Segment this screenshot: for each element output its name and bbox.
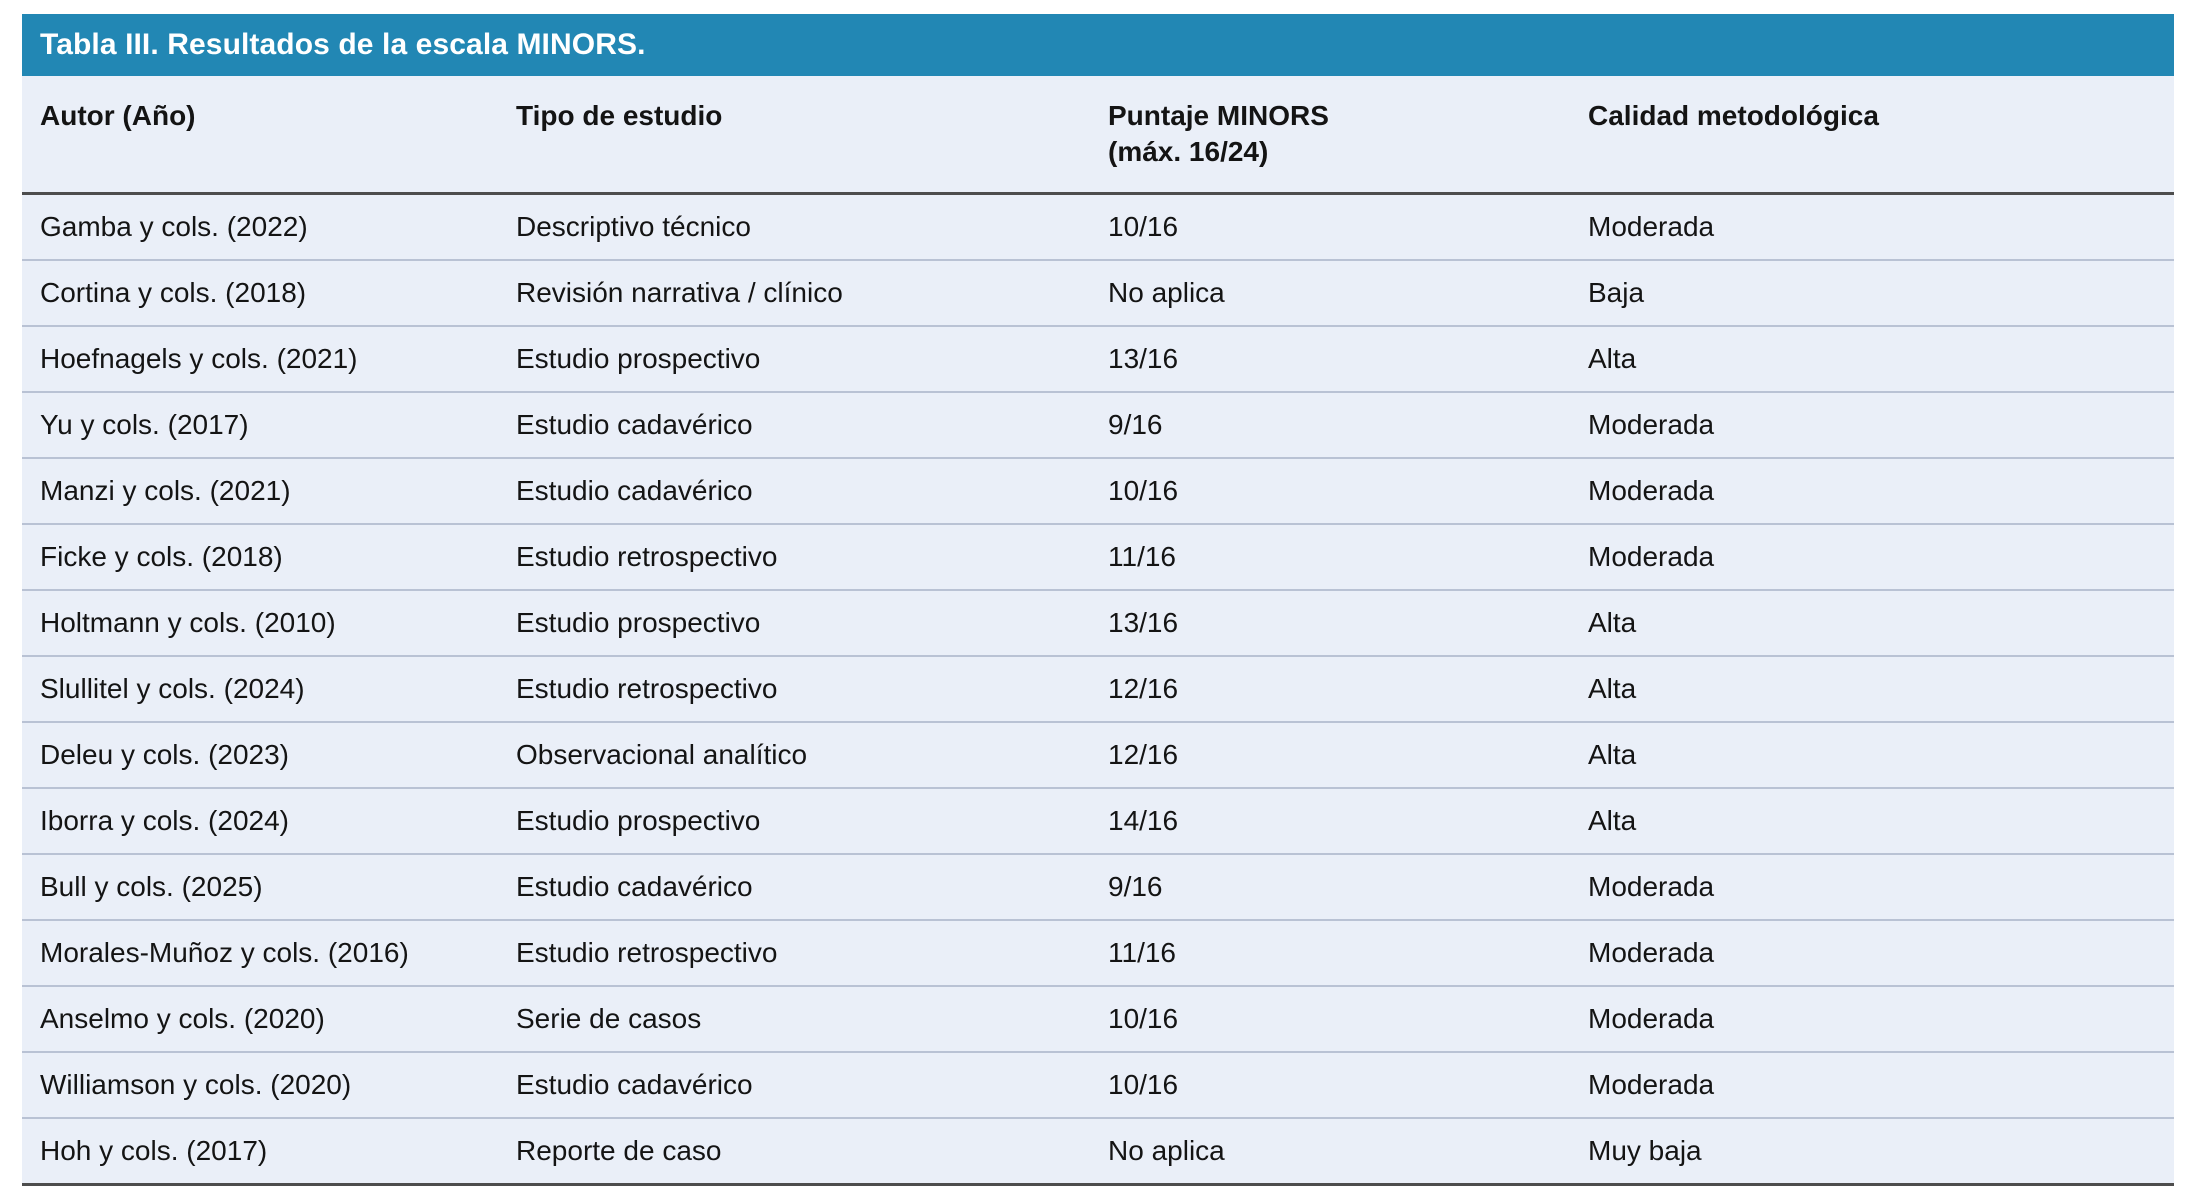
cell-puntaje: 13/16	[1108, 326, 1588, 392]
table-row	[22, 788, 2174, 854]
cell-calidad: Moderada	[1588, 524, 2174, 590]
cell-autor: Gamba y cols. (2022)	[22, 193, 516, 260]
table-row	[22, 524, 2174, 590]
table-row	[22, 326, 2174, 392]
cell-autor: Deleu y cols. (2023)	[22, 722, 516, 788]
cell-puntaje: 9/16	[1108, 392, 1588, 458]
table-row	[22, 1052, 2174, 1118]
table-caption: Tabla III. Resultados de la escala MINORS.	[22, 14, 2174, 76]
cell-calidad: Muy baja	[1588, 1118, 2174, 1185]
table-row	[22, 260, 2174, 326]
cell-tipo: Estudio cadavérico	[516, 458, 1108, 524]
column-header-puntaje-label: Puntaje MINORS	[1108, 100, 1329, 131]
cell-autor: Manzi y cols. (2021)	[22, 458, 516, 524]
cell-calidad: Alta	[1588, 722, 2174, 788]
cell-calidad: Moderada	[1588, 854, 2174, 920]
table-row	[22, 986, 2174, 1052]
cell-autor: Bull y cols. (2025)	[22, 854, 516, 920]
table-header	[22, 76, 2174, 193]
cell-autor: Iborra y cols. (2024)	[22, 788, 516, 854]
cell-puntaje: No aplica	[1108, 1118, 1588, 1185]
cell-calidad: Alta	[1588, 656, 2174, 722]
cell-puntaje: 11/16	[1108, 524, 1588, 590]
cell-tipo: Reporte de caso	[516, 1118, 1108, 1185]
table-row	[22, 722, 2174, 788]
cell-puntaje: 10/16	[1108, 193, 1588, 260]
table-row	[22, 920, 2174, 986]
cell-tipo: Estudio retrospectivo	[516, 524, 1108, 590]
cell-tipo: Serie de casos	[516, 986, 1108, 1052]
cell-puntaje: 10/16	[1108, 1052, 1588, 1118]
cell-calidad: Moderada	[1588, 1052, 2174, 1118]
table-row	[22, 392, 2174, 458]
table-row	[22, 590, 2174, 656]
cell-puntaje: 12/16	[1108, 656, 1588, 722]
table-body	[22, 193, 2174, 1184]
column-header-tipo	[516, 76, 1108, 193]
cell-puntaje: 9/16	[1108, 854, 1588, 920]
cell-calidad: Moderada	[1588, 392, 2174, 458]
cell-autor: Slullitel y cols. (2024)	[22, 656, 516, 722]
table-row	[22, 193, 2174, 260]
cell-autor: Yu y cols. (2017)	[22, 392, 516, 458]
column-header-puntaje-sublabel: (máx. 16/24)	[1108, 135, 1269, 167]
cell-puntaje: 10/16	[1108, 986, 1588, 1052]
cell-tipo: Estudio retrospectivo	[516, 656, 1108, 722]
cell-puntaje: 13/16	[1108, 590, 1588, 656]
cell-tipo: Estudio prospectivo	[516, 788, 1108, 854]
cell-puntaje: 11/16	[1108, 920, 1588, 986]
cell-calidad: Baja	[1588, 260, 2174, 326]
table-row	[22, 854, 2174, 920]
cell-autor: Williamson y cols. (2020)	[22, 1052, 516, 1118]
cell-puntaje: 12/16	[1108, 722, 1588, 788]
cell-calidad: Alta	[1588, 788, 2174, 854]
column-header-puntaje	[1108, 76, 1588, 193]
cell-autor: Hoefnagels y cols. (2021)	[22, 326, 516, 392]
cell-calidad: Alta	[1588, 326, 2174, 392]
cell-autor: Hoh y cols. (2017)	[22, 1118, 516, 1185]
cell-calidad: Moderada	[1588, 458, 2174, 524]
cell-autor: Anselmo y cols. (2020)	[22, 986, 516, 1052]
cell-autor: Morales-Muñoz y cols. (2016)	[22, 920, 516, 986]
cell-calidad: Moderada	[1588, 920, 2174, 986]
cell-autor: Cortina y cols. (2018)	[22, 260, 516, 326]
column-header-autor	[22, 76, 516, 193]
minors-results-table	[22, 14, 2174, 1186]
cell-tipo: Revisión narrativa / clínico	[516, 260, 1108, 326]
cell-tipo: Estudio cadavérico	[516, 854, 1108, 920]
cell-tipo: Estudio cadavérico	[516, 392, 1108, 458]
column-header-calidad-label: Calidad metodológica	[1588, 100, 1879, 131]
cell-tipo: Descriptivo técnico	[516, 193, 1108, 260]
table-row	[22, 458, 2174, 524]
cell-autor: Ficke y cols. (2018)	[22, 524, 516, 590]
cell-calidad: Moderada	[1588, 193, 2174, 260]
cell-puntaje: No aplica	[1108, 260, 1588, 326]
cell-puntaje: 10/16	[1108, 458, 1588, 524]
column-header-autor-label: Autor (Año)	[40, 100, 196, 131]
cell-tipo: Estudio cadavérico	[516, 1052, 1108, 1118]
cell-calidad: Alta	[1588, 590, 2174, 656]
cell-tipo: Estudio prospectivo	[516, 326, 1108, 392]
column-header-calidad	[1588, 76, 2174, 193]
cell-autor: Holtmann y cols. (2010)	[22, 590, 516, 656]
cell-tipo: Estudio retrospectivo	[516, 920, 1108, 986]
cell-calidad: Moderada	[1588, 986, 2174, 1052]
column-header-tipo-label: Tipo de estudio	[516, 100, 723, 131]
cell-tipo: Estudio prospectivo	[516, 590, 1108, 656]
header-row	[22, 76, 2174, 193]
table-row	[22, 656, 2174, 722]
table-row	[22, 1118, 2174, 1185]
cell-tipo: Observacional analítico	[516, 722, 1108, 788]
cell-puntaje: 14/16	[1108, 788, 1588, 854]
